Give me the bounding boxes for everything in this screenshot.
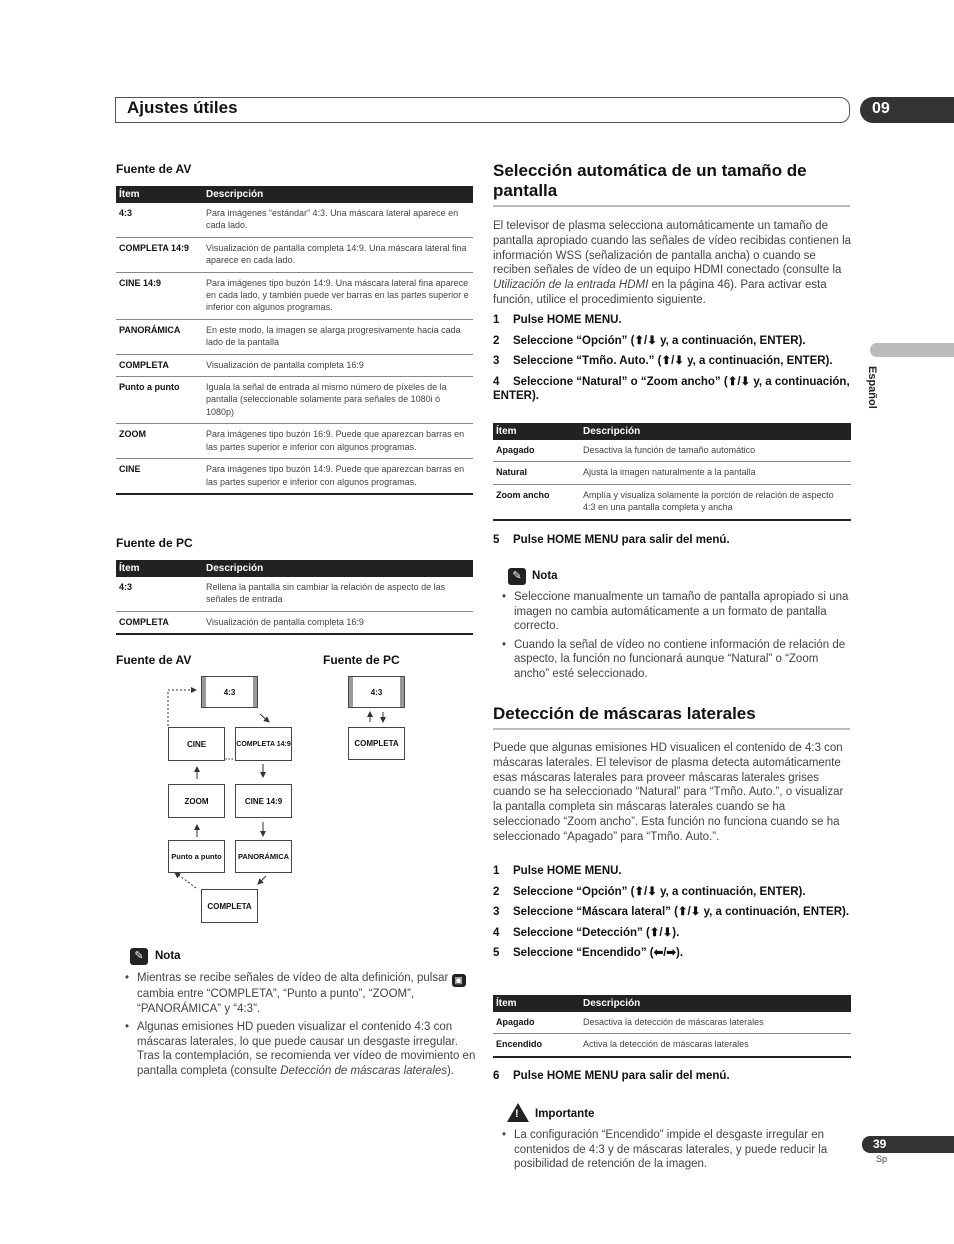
diagram-box-cine: CINE: [168, 727, 225, 761]
note-text: ).: [447, 1064, 455, 1077]
note-text: Mientras se recibe señales de vídeo de alta definición, pulsar: [137, 972, 449, 984]
diagram-box-panoramica: PANORÁMICA: [235, 840, 292, 873]
table-header-row: [493, 995, 851, 1012]
table-cell-item: Apagado: [493, 440, 580, 462]
step-text: Seleccione “Tmño. Auto.” (⬆/⬇ y, a continuación, ENTER).: [513, 355, 833, 367]
note-title: Nota: [532, 570, 558, 582]
table-cell-description: Iguala la señal de entrada al mismo número de píxeles de la pantalla (seleccionable solamente para señales de 1080i ó 1080p): [203, 377, 473, 424]
table-header-item: Ítem: [493, 423, 580, 440]
section-title-side-mask: Detección de máscaras laterales: [493, 704, 850, 730]
page-title: Ajustes útiles: [127, 98, 238, 117]
diagram-box-cine-14-9: CINE 14:9: [235, 784, 292, 818]
table-cell-item: CINE: [116, 459, 203, 494]
note-title: Nota: [155, 950, 181, 962]
step-text: Pulse HOME MENU para salir del menú.: [513, 534, 730, 546]
diagram-box-completa: COMPLETA: [201, 889, 258, 923]
step-item: [493, 354, 853, 369]
page-language-code: Sp: [876, 1154, 888, 1164]
note-reference: Detección de máscaras laterales: [280, 1064, 448, 1077]
diagram-box-punto-a-punto: Punto a punto: [168, 840, 225, 873]
step-item: [493, 533, 853, 548]
page-number-badge: [862, 1136, 954, 1153]
table-row: [493, 462, 851, 484]
table-cell-description: Desactiva la detección de máscaras laterales: [580, 1012, 851, 1034]
table-cell-item: ZOOM: [116, 424, 203, 459]
diagram-box-completa-14-9: COMPLETA 14:9: [235, 727, 292, 761]
table-cell-item: Natural: [493, 462, 580, 484]
table-cell-item: CINE 14:9: [116, 272, 203, 319]
table-cell-description: Visualización de pantalla completa 16:9: [203, 611, 473, 634]
table-header-item: Ítem: [116, 186, 203, 203]
step-text: Pulse HOME MENU.: [513, 865, 622, 877]
table-cell-item: Zoom ancho: [493, 484, 580, 519]
list-item: [116, 971, 476, 1016]
chapter-number: 09: [872, 100, 890, 117]
table-cell-description: Activa la detección de máscaras laterales: [580, 1034, 851, 1057]
screen-size-button-icon: ▣: [452, 974, 466, 987]
step-text: Pulse HOME MENU.: [513, 314, 622, 326]
step-number: 3: [493, 906, 500, 918]
table-cell-description: Ajusta la imagen naturalmente a la pantalla: [580, 462, 851, 484]
note-text: Algunas emisiones HD pueden visualizar el contenido 4:3 con máscaras laterales, lo que puede causar un desgaste irregular. Tras la contemplación, se recomienda ver vídeo de movimiento en pantalla completa (consulte: [137, 1021, 476, 1077]
table-header-description: Descripción: [580, 423, 851, 440]
table-cell-item: 4:3: [116, 203, 203, 237]
step-text: Seleccione “Máscara lateral” (⬆/⬇ y, a continuación, ENTER).: [513, 906, 850, 918]
table-cell-item: Apagado: [493, 1012, 580, 1034]
pc-source-label: Fuente de PC: [116, 536, 193, 550]
table-cell-description: Visualización de pantalla completa 14:9. Una máscara lateral fina aparece en cada lado.: [203, 237, 473, 272]
step-item: [493, 864, 853, 879]
note-pencil-icon: ✎: [130, 948, 148, 965]
table-cell-item: 4:3: [116, 577, 203, 611]
left-note-list: [116, 971, 476, 1083]
diagram-box-4-3: 4:3: [201, 676, 258, 708]
diagram-av-label: Fuente de AV: [116, 653, 192, 667]
table-cell-description: Para imágenes tipo buzón 14:9. Puede que aparezcan barras en las partes superior e inferior con algunos programas.: [203, 459, 473, 494]
step-number: 6: [493, 1070, 500, 1082]
table-header-description: Descripción: [580, 995, 851, 1012]
intro-text: El televisor de plasma selecciona automáticamente un tamaño de pantalla apropiado cuando las señales de vídeo recibidas contienen la información WSS (señalización de pantalla ancha) o cuando se reciben señales de vídeo de un equipo HDMI conectado (consulte la: [493, 220, 852, 277]
step-item: [493, 313, 853, 328]
diagram-box-zoom: ZOOM: [168, 784, 225, 818]
step-text: Seleccione “Opción” (⬆/⬇ y, a continuación, ENTER).: [513, 885, 806, 898]
important-title: Importante: [535, 1108, 595, 1120]
section-title-auto-size: Selección automática de un tamaño de pantalla: [493, 161, 850, 207]
table-header-description: Descripción: [203, 560, 473, 577]
table-cell-item: COMPLETA: [116, 354, 203, 376]
important-list: [493, 1128, 853, 1176]
page-number: 39: [873, 1137, 887, 1151]
step-text: Seleccione “Natural” o “Zoom ancho” (⬆/⬇ y, a continuación, ENTER).: [493, 375, 850, 402]
table-header-row: [493, 423, 851, 440]
table-cell-item: PANORÁMICA: [116, 319, 203, 354]
step-item: [493, 375, 853, 404]
step-item: [493, 334, 853, 349]
table-cell-description: En este modo, la imagen se alarga progresivamente hacia cada lado de la pantalla: [203, 319, 473, 354]
note-pencil-icon: ✎: [508, 568, 526, 585]
step-item: [493, 1069, 853, 1084]
step-text: Pulse HOME MENU para salir del menú.: [513, 1070, 730, 1082]
warning-exclamation-icon: !: [515, 1108, 519, 1120]
side-mask-table: [493, 995, 851, 1058]
table-cell-item: Encendido: [493, 1034, 580, 1057]
step-number: 1: [493, 865, 500, 877]
step-text: Seleccione “Detección” (⬆/⬇).: [513, 926, 680, 939]
table-row: [493, 1012, 851, 1034]
step-number: 5: [493, 534, 500, 546]
steps-side-mask: [493, 864, 853, 961]
diagram-pc-box-4-3: 4:3: [348, 676, 405, 708]
step-item: [493, 885, 853, 900]
list-item: • La configuración “Encendido” impide el desgaste irregular en contenidos de 4:3 y de máscaras laterales, y puede reducir la posibilidad de retención de la imagen.: [493, 1128, 853, 1172]
av-source-label: Fuente de AV: [116, 162, 192, 176]
table-cell-description: Rellena la pantalla sin cambiar la relación de aspecto de las señales de entrada: [203, 577, 473, 611]
list-item: • Cuando la señal de vídeo no contiene información de relación de aspecto, la función no funcionará aunque “Natural” o “Zoom ancho” esté seleccionado.: [493, 638, 853, 682]
table-header-item: Ítem: [493, 995, 580, 1012]
step-number: 2: [493, 885, 500, 898]
step-text: Seleccione “Opción” (⬆/⬇ y, a continuación, ENTER).: [513, 334, 806, 347]
list-item: [116, 1020, 476, 1078]
table-cell-description: Para imágenes “estándar” 4:3. Una máscara lateral aparece en cada lado.: [203, 203, 473, 237]
intro-text: en la página 46). Para activar esta función, utilice el procedimiento siguiente.: [493, 279, 827, 306]
table-cell-description: Para imágenes tipo buzón 14:9. Una máscara lateral fina aparece en cada lado, y también puede ver barras en las partes superior e inferior con algunos programas.: [203, 272, 473, 319]
table-cell-description: Visualización de pantalla completa 16:9: [203, 354, 473, 376]
table-cell-item: COMPLETA: [116, 611, 203, 634]
step-number: 1: [493, 314, 500, 326]
diagram-pc-box-completa: COMPLETA: [348, 727, 405, 760]
section-intro-auto-size: [493, 219, 853, 308]
right-note-list: [493, 590, 853, 686]
diagram-pc-label: Fuente de PC: [323, 653, 400, 667]
step-item: [493, 926, 853, 941]
section-intro-side-mask: Puede que algunas emisiones HD visualicen el contenido de 4:3 con máscaras laterales. El televisor de plasma detecta automáticamente esas máscaras laterales para proveer máscaras laterales grises cuando se ha seleccionado “Natural” para “Tmño. Auto.”, o visualizar la pantalla completa sin máscaras laterales cuando se ha seleccionado “Zoom ancho”. Esta función no funciona cuando se ha seleccionado “Apagado” para “Tmño. Auto.”.: [493, 742, 844, 843]
step-number: 4: [493, 375, 500, 388]
table-header-item: Ítem: [116, 560, 203, 577]
step-number: 2: [493, 334, 500, 347]
table-cell-item: Punto a punto: [116, 377, 203, 424]
table-cell-item: COMPLETA 14:9: [116, 237, 203, 272]
step-number: 4: [493, 926, 500, 939]
steps-auto-size: [493, 313, 853, 404]
step-number: 3: [493, 355, 500, 367]
intro-reference: Utilización de la entrada HDMI: [493, 279, 649, 292]
table-cell-description: Amplía y visualiza solamente la porción de relación de aspecto 4:3 en una pantalla completa y ancha: [580, 484, 851, 519]
step-item: [493, 946, 853, 961]
table-row: [493, 484, 851, 519]
auto-size-table: [493, 423, 851, 521]
table-cell-description: Desactiva la función de tamaño automático: [580, 440, 851, 462]
step-text: Seleccione “Encendido” (⬅/➡).: [513, 947, 684, 959]
table-cell-description: Para imágenes tipo buzón 16:9. Puede que aparezcan barras en las partes superior e inferior con algunos programas.: [203, 424, 473, 459]
note-text: cambia entre “COMPLETA”, “Punto a punto”, “ZOOM”, “PANORÁMICA” y “4:3”.: [137, 988, 415, 1015]
step-item: [493, 905, 853, 920]
table-header-description: Descripción: [203, 186, 473, 203]
table-row: [493, 440, 851, 462]
table-row: [493, 1034, 851, 1057]
step-number: 5: [493, 947, 500, 959]
list-item: • Seleccione manualmente un tamaño de pantalla apropiado si una imagen no cambia automáticamente a un formato de pantalla correcto.: [493, 590, 853, 634]
side-language-label: Español: [866, 366, 878, 409]
